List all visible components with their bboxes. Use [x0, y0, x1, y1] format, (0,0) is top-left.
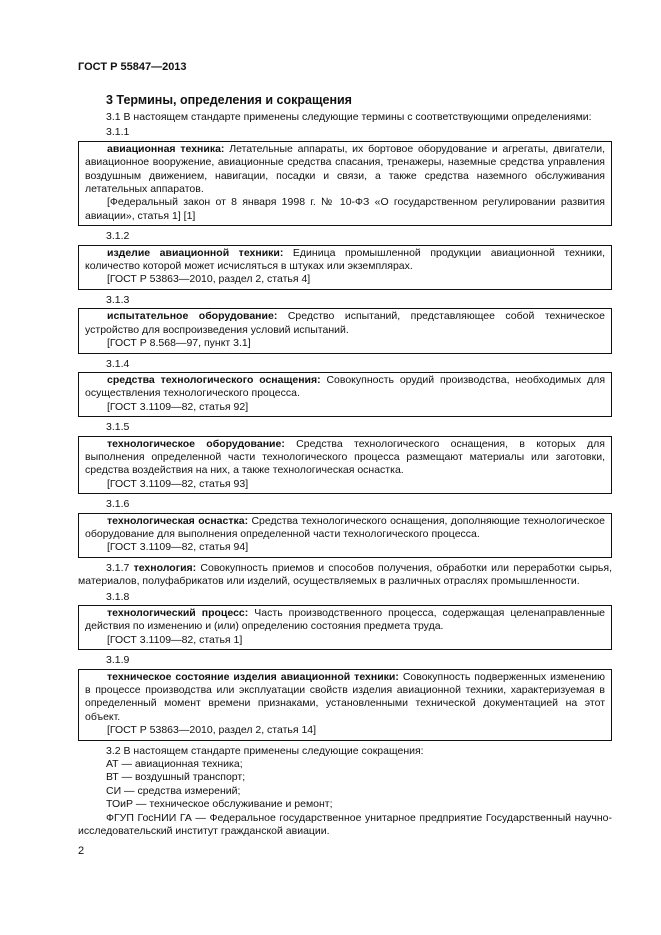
term-definition: [85, 438, 605, 478]
term-box: [78, 436, 612, 495]
term-box: [78, 245, 612, 290]
definition-text: Средство испытаний, представляющее собой техническое устройство для воспроизведения условий испытаний.: [85, 310, 605, 336]
term-number: 3.1.5: [106, 421, 130, 434]
definition-text: Средства технологического оснащения, в которых для выполнения определенной части технологического процесса размещают материалы или заготовки, средства воздействия на них, а также технологическая оснастка.: [85, 437, 605, 477]
definition-text: Средства технологического оснащения, дополняющие технологическое оборудование для выполнения определенной части технологического процесса.: [85, 514, 605, 540]
definition-text: Совокупность приемов и способов получения, обработки или переработки сырья, материалов, полуфабрикатов или изделий, осуществляемых в различных отраслях промышленности.: [78, 561, 612, 588]
definition-text: Совокупность подверженных изменению в процессе производства или эксплуатации свойств изделия авиационной техники, характеризуемая в определенный момент времени признаками, установленными технической документацией на этот объект.: [85, 670, 605, 723]
definition-text: Единица промышленной продукции авиационной техники, количество которой может исчисляться в штуках или экземплярах.: [85, 246, 605, 273]
term-box: [78, 308, 612, 353]
term-name: технология:: [133, 561, 197, 574]
term-name: технологическая оснастка:: [107, 514, 249, 527]
page-number: 2: [78, 845, 85, 857]
term-number: 3.1.9: [106, 654, 130, 667]
intro-paragraph: 3.1 В настоящем стандарте применены следующие термины с соответствующими определениями:: [106, 111, 592, 123]
term-box: [78, 513, 612, 558]
term-source: [ГОСТ Р 53863—2010, раздел 2, статья 4]: [107, 273, 311, 286]
term-name: технологический процесс:: [107, 607, 249, 619]
term-number: 3.1.2: [106, 230, 130, 243]
term-317: [78, 562, 612, 589]
term-name: техническое состояние изделия авиационной техники:: [107, 670, 399, 683]
term-number: 3.1.1: [106, 126, 130, 139]
term-definition: [85, 310, 605, 337]
section-content: [78, 111, 612, 839]
term-box: [78, 372, 612, 417]
term-source: [ГОСТ 3.1109—82, статья 94]: [107, 541, 249, 554]
document-header: ГОСТ Р 55847—2013: [78, 61, 187, 73]
definition-text: Совокупность орудий производства, необходимых для осуществления технологического процесса.: [85, 373, 606, 400]
term-number: 3.1.4: [106, 357, 130, 370]
term-number: 3.1.7: [106, 561, 134, 574]
term-name: технологическое оборудование:: [107, 437, 285, 450]
term-source: [ГОСТ 3.1109—82, статья 92]: [107, 400, 249, 413]
term-source: [ГОСТ Р 8.568—97, пункт 3.1]: [107, 337, 251, 350]
term-definition: [85, 374, 605, 401]
abbreviation-item: ВТ — воздушный транспорт;: [106, 771, 246, 784]
term-source: [ГОСТ Р 53863—2010, раздел 2, статья 14]: [107, 724, 317, 737]
abbreviation-item: ФГУП ГосНИИ ГА — Федеральное государственное унитарное предприятие Государственный научно-исследовательский институт гражданской авиации.: [78, 811, 612, 838]
abbreviation-item: СИ — средства измерений;: [106, 784, 241, 797]
term-name: изделие авиационной техники:: [107, 246, 284, 259]
term-number: 3.1.3: [106, 293, 130, 306]
abbreviations-intro: 3.2 В настоящем стандарте применены следующие сокращения:: [106, 744, 424, 757]
term-source: [Федеральный закон от 8 января 1998 г. № 10-ФЗ «О государственном регулировании развития авиации», статья 1] [1]: [85, 196, 605, 222]
term-number: 3.1.8: [106, 590, 130, 603]
term-box: [78, 605, 612, 650]
term-name: испытательное оборудование:: [107, 310, 278, 323]
term-box: [78, 669, 612, 741]
term-definition: [85, 671, 605, 725]
term-name: средства технологического оснащения:: [107, 373, 321, 386]
term-definition: [85, 515, 605, 542]
term-definition: [85, 247, 605, 274]
abbreviation-item: АТ — авиационная техника;: [106, 758, 243, 771]
term-name: авиационная техника:: [107, 142, 225, 155]
definition-text: Летательные аппараты, их бортовое оборудование и агрегаты, двигатели, авиационное вооружение, авиационные средства спасания, тренажеры, наземные средства управления воздушным движением, навигации, посадки и связи, а также средства наземного обслуживания летательных аппаратов.: [85, 142, 605, 196]
term-definition: [85, 143, 605, 197]
term-box: [78, 141, 612, 226]
term-definition: [85, 607, 605, 634]
term-source: [ГОСТ 3.1109—82, статья 1]: [107, 633, 243, 646]
section-title: 3 Термины, определения и сокращения: [106, 93, 352, 107]
definition-text: Часть производственного процесса, содержащая целенаправленные действия по изменению и (или) определению состояния предмета труда.: [85, 607, 606, 633]
abbreviation-item: ТОиР — техническое обслуживание и ремонт;: [106, 798, 333, 811]
term-source: [ГОСТ 3.1109—82, статья 93]: [107, 477, 249, 490]
term-number: 3.1.6: [106, 498, 130, 511]
